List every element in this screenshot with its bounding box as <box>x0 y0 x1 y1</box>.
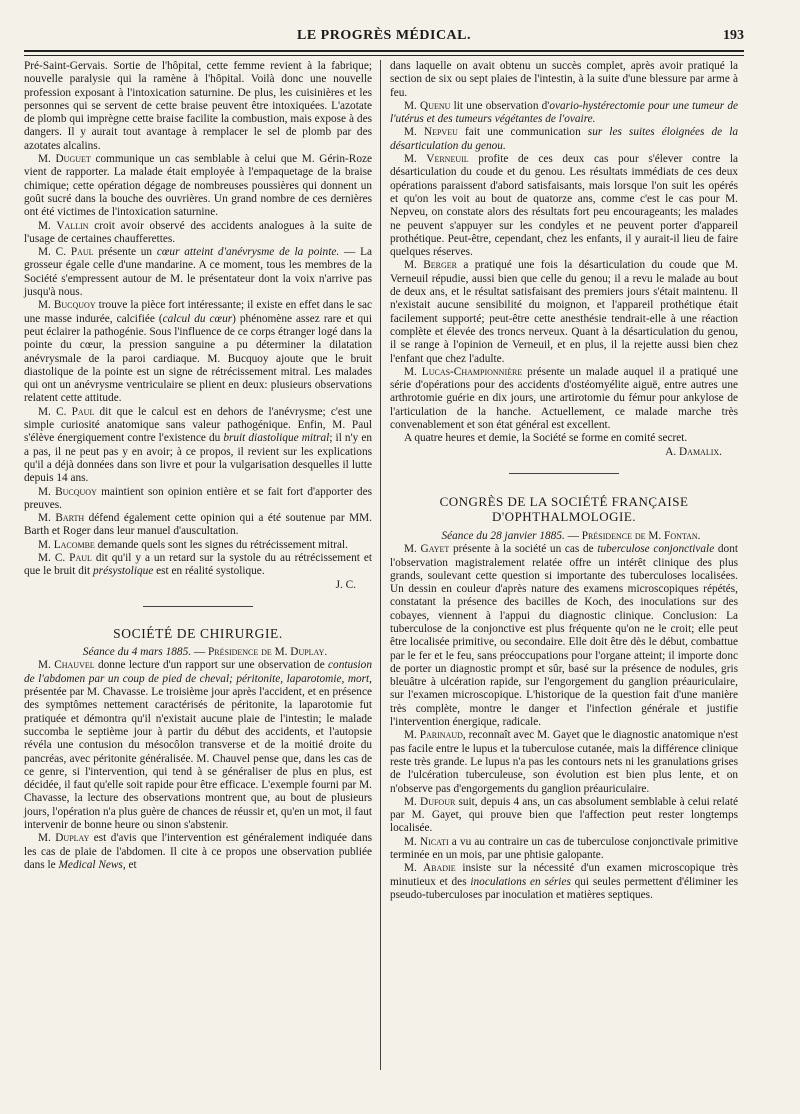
speaker-name: M. Duguet <box>38 153 91 166</box>
speaker-name: M. Duplay <box>38 832 90 845</box>
signature: A. Damalix. <box>665 445 722 458</box>
column-divider <box>380 60 381 1070</box>
signature: J. C. <box>335 578 356 591</box>
paragraph: M. Bucquoy trouve la pièce fort intéressante; il existe en effet dans le sac une masse indurée, calcifiée (calcul du cœur) phénomène assez rare et qui peut éclairer la pathogénie. Sous l'influence de ce corps étranger logé dans la pointe du cœur, la pression sanguine a pu déterminer la dilatation anévrysmale de la paroi cardiaque. M. Bucquoy ajoute que le bruit diastolique de la pointe est un signe de rétrécissement mitral. Les malades qui ont un anévrysme ventriculaire se plient en deux: plusieurs observations relatent cette attitude. <box>24 299 372 405</box>
speaker-name: M. Quenu <box>404 99 451 112</box>
speaker-name: M. Chauvel <box>38 659 95 672</box>
paragraph: M. C. Paul présente un cœur atteint d'anévrysme de la pointe. — La grosseur égale celle d'une mandarine. A ce moment, tous les membres de la Société s'empressent autour de M. le présentateur dont la voix n'arrive pas jusqu'à nous. <box>24 246 372 299</box>
paragraph: M. Dufour suit, depuis 4 ans, un cas absolument semblable à celui relaté par M. Gayet, qui prouve bien que l'affection peut rester longtemps localisée. <box>390 795 738 835</box>
speaker-name: M. Bucquoy <box>38 299 96 312</box>
paragraph: M. Chauvel donne lecture d'un rapport sur une observation de contusion de l'abdomen par un coup de pied de cheval; péritonite, laparotomie, mort, présentée par M. Chavasse. Le troisième jour après l'accident, et en présence des symptômes nettement caractérisés de péritonite, la laparotomie fut pratiquée et démontra qu'il n'existait aucune plaie de l'intestin; le malade succomba le septième jour à partir du début des accidents, et l'autopsie révéla une contusion du mésocôlon transverse et de la moitié droite du pancréas, avec péritonite généralisée. M. Chauvel pense que, dans les cas de ce genre, si l'intervention, qui tend à se généraliser de plus en plus, est décidée, il faut qu'elle soit rapide pour être efficace. L'exemple fourni par M. Chavasse, la lecture des observations montrent que, au bout de plusieurs jours, l'opération n'a plus guère de chances de réussir et, qu'en un mot, il faut intervenir de bonne heure ou sinon s'abstenir. <box>24 659 372 832</box>
paragraph: M. Vallin croit avoir observé des accidents analogues à la suite de l'usage de certaines chaufferettes. <box>24 219 373 245</box>
paragraph: M. Lucas-Championnière présente un malade auquel il a pratiqué une série d'opérations pour des accidents d'ostéomyélite aiguë, entre autres une arthrotomie guérie en dix jours, une artirotomie du fémur pour ankylose de l'articulation de la hanche. Actuellement, ce malade marche très convenablement et son état général est excellent. <box>390 365 738 432</box>
paragraph: M. Nicati a vu au contraire un cas de tuberculose conjonctivale primitive terminée en un mois, par une phtisie galopante. <box>390 835 738 862</box>
left-column <box>24 60 372 872</box>
paragraph: M. Abadie insiste sur la nécessité d'un examen microscopique très minutieux et des inoculations en séries qui seules permettent d'éliminer les pseudo-tuberculoses par inoculation et matières septiques. <box>390 862 739 901</box>
paragraph: dans laquelle on avait obtenu un succès complet, après avoir pratiqué la section de six ou sept plaies de l'intestin, à la suite d'une blessure par arme à feu. <box>390 60 738 99</box>
speaker-name: M. Gayet <box>404 543 450 556</box>
session-line: Séance du 28 janvier 1885. — Présidence de M. Fontan. <box>441 529 701 542</box>
speaker-name: M. Barth <box>38 512 85 525</box>
session-line: Séance du 4 mars 1885. — Présidence de M. Duplay. <box>82 646 328 659</box>
paragraph: M. Nepveu fait une communication sur les suites éloignées de la désarticulation du genou. <box>390 126 738 152</box>
section-divider <box>509 473 619 474</box>
paragraph: M. Duguet communique un cas semblable à celui que M. Gérin-Roze vient de rapporter. La malade était employée à l'empaquetage de la braise chimique; cette opération dégage de nombreuses poussières qui donnent un goût sucré dans la bouche des ouvrières. Un grand nombre de ces dernières ont été victimes de l'intoxication saturnine. <box>24 153 373 219</box>
paragraph: M. Quenu lit une observation d'ovario-hystérectomie pour une tumeur de l'utérus et des tumeurs végétantes de l'ovaire. <box>390 99 739 126</box>
paragraph: M. Bucquoy maintient son opinion entière et se fait fort d'apporter des preuves. <box>24 485 372 511</box>
page-number: 193 <box>723 28 744 43</box>
paragraph: M. Parinaud, reconnaît avec M. Gayet que le diagnostic anatomique n'est pas facile entre le lupus et la tuberculose cutanée, mais la différence clinique reste très grande. Le lupus n'a pas les contours nets ni les granulations grises de l'ulcération tuberculeuse, son évolution est bien plus lente, et on n'observe pas d'engorgements du ganglion préauriculaire. <box>390 729 738 795</box>
paragraph: M. Barth défend également cette opinion qui a été soutenue par MM. Barth et Roger dans leur manuel d'auscultation. <box>24 512 372 538</box>
section-title: CONGRÈS DE LA SOCIÉTÉ FRANÇAISE D'OPHTHALMOLOGIE. <box>439 493 689 524</box>
speaker-name: M. Dufour <box>404 795 456 808</box>
speaker-name: M. Lacombe <box>38 538 95 551</box>
journal-title: LE PROGRÈS MÉDICAL. <box>296 28 472 43</box>
paragraph: M. Lacombe demande quels sont les signes du rétrécissement mitral. <box>38 538 349 551</box>
header-rule <box>24 50 744 56</box>
page-header <box>24 28 744 50</box>
speaker-name: M. Verneuil <box>404 153 469 166</box>
speaker-name: M. Abadie <box>404 862 456 875</box>
speaker-name: M. Nepveu <box>404 126 458 139</box>
speaker-name: M. Bucquoy <box>38 485 97 498</box>
paragraph: M. C. Paul dit qu'il y a un retard sur la systole du au rétrécissement et que le bruit dit présystolique est en réalité systolique. <box>24 551 372 578</box>
section-divider <box>143 606 253 607</box>
paragraph: M. Gayet présente à la société un cas de tuberculose conjonctivale dont l'observation magistralement relatée offre un intérêt clinique des plus grands, soulevant cette question si importante des tuberculoses localisées. Un dessin en couleur d'après nature des examens microscopiques répétés, constatant la présence des bacilles de Koch, des inoculations sur des cobayes, viennent à l'appui du diagnostic clinique. Conclusion: La tuberculose de la conjonctive est plus fréquente qu'on ne le croit; elle peut être localisée primitive, ou secondaire. Elle doit être dès le début, combattue par le fer et le feu, sans préoccupations pour l'organe atteint; il importe donc de porter un diagnostic prompt et sûr, basé sur la présence de nodules, gris bleuâtre à ulcération rapide, sur l'engorgement du ganglion préauriculaire, sur l'examen microscopique. L'historique de la question fait d'une manière très complète, montre le danger et l'infection générale et justifie l'intervention énergique, radicale. <box>390 543 738 729</box>
speaker-name: M. Berger <box>404 259 457 272</box>
paragraph: M. C. Paul dit que le calcul est en dehors de l'anévrysme; c'est une simple curiosité anatomique sans valeur pathogénique. Enfin, M. Paul s'élève énergiquement contre l'existence du bruit diastolique mitral; il n'y en a pas, il ne peut pas y en avoir; à ce propos, il revient sur les explications qu'il a déjà données dans son livre et pour la vulgarisation desquelles il lutte depuis 14 ans. <box>24 405 372 485</box>
right-column <box>390 60 738 902</box>
speaker-name: M. C. Paul <box>38 551 92 564</box>
speaker-name: M. Parinaud <box>404 729 463 742</box>
speaker-name: M. Vallin <box>38 219 89 232</box>
speaker-name: M. C. Paul <box>38 246 94 259</box>
section-title: SOCIÉTÉ DE CHIRURGIE. <box>113 625 283 641</box>
speaker-name: M. Lucas-Championnière <box>404 365 523 378</box>
paragraph: Pré-Saint-Gervais. Sortie de l'hôpital, cette femme revient à la fabrique; nouvelle paralysie qui la ramène à l'hôpital. Voilà donc une nouvelle profession exposant à l'intoxication saturnine. De plus, les cuisinières et les personnes qui se servent de cette braise peuvent être intoxiquées. L'azotate de plomb qui imprègne cette braise facilite la combustion, mais expose à des dangers. Il y aurait tout avantage à remplacer le sel de plomb par des azotates alcalins. <box>24 60 372 152</box>
paragraph: M. Verneuil profite de ces deux cas pour s'élever contre la désarticulation du coude et du genou. Les résultats immédiats de ces deux opérations paraissent d'abord satisfaisants, mais lorsque l'on suit les opérés et qu'on les voit au bout de quatorze ans, comme c'est le cas pour M. Nepveu, on constate alors des résultats fort peu encourageants; les malades ne peuvent s'appuyer sur les condyles et ne peuvent porter d'appareil prothétique. Peut-être, cependant, chez les enfants, il y aurait-il lieu de faire quelques réserves. <box>390 153 738 259</box>
paragraph: M. Berger a pratiqué une fois la désarticulation du coude que M. Verneuil répudie, aussi bien que celle du genou; il a revu le malade au bout de deux ans, et le résultat satisfaisant des premiers jours s'était maintenu. Il n'existait aucune sensibilité du moignon, et l'appareil prothétique était facilement supporté; peut-être cette anesthésie tendrait-elle à une réaction complète et élevée des troncs nerveux. Quant à la désarticulation du genou, il se range à l'opinion de Verneuil, et en plus, il la rejette aussi bien chez l'enfant que chez l'adulte. <box>390 259 738 365</box>
speaker-name: M. Nicati <box>404 835 449 848</box>
paragraph: A quatre heures et demie, la Société se forme en comité secret. <box>404 432 688 445</box>
paragraph: M. Duplay est d'avis que l'intervention est généralement indiquée dans les cas de plaie de l'abdomen. Il cite à ce propos une observation publiée dans le Medical News, et <box>24 832 372 871</box>
speaker-name: M. C. Paul <box>38 405 95 418</box>
